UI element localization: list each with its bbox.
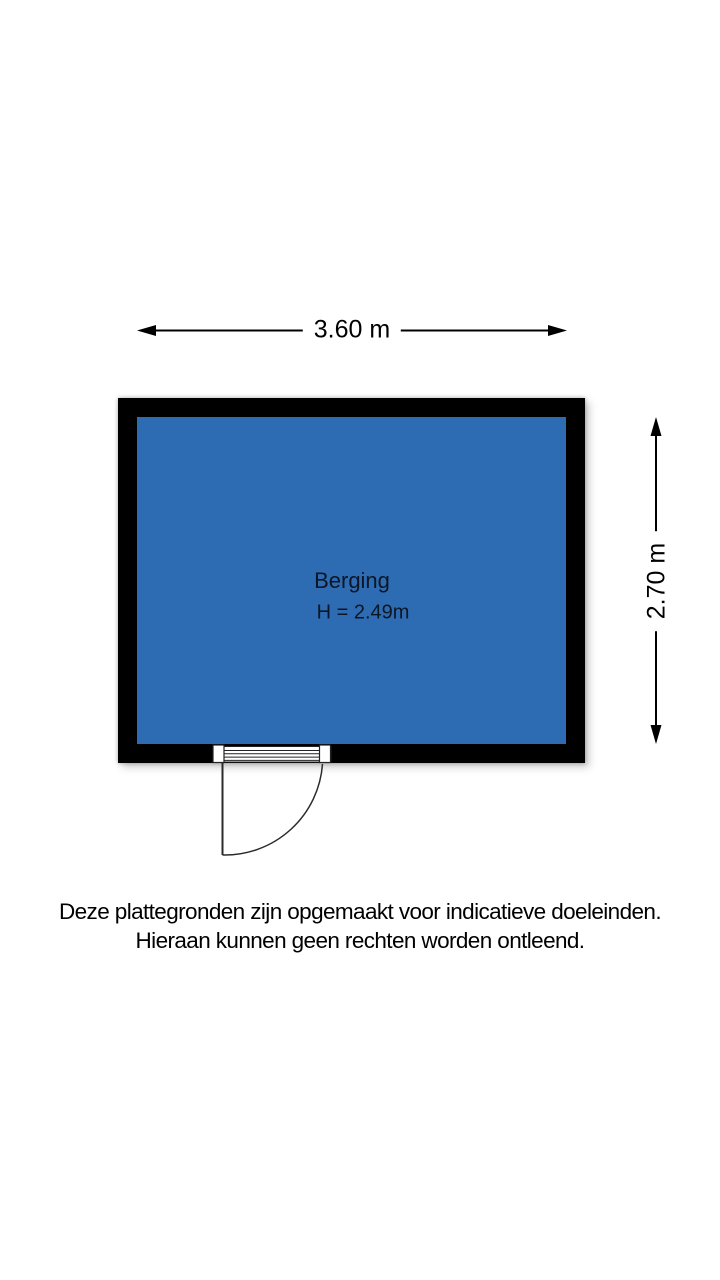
door-threshold <box>213 745 331 763</box>
door-swing <box>223 763 323 855</box>
disclaimer-line-2: Hieraan kunnen geen rechten worden ontleend. <box>135 927 585 953</box>
disclaimer-line-1: Deze plattegronden zijn opgemaakt voor indicatieve doeleinden. <box>59 899 661 924</box>
disclaimer-text <box>0 898 720 955</box>
door-swing-arc <box>223 764 323 855</box>
ceiling-height-label: H = 2.49m <box>316 601 410 624</box>
width-dimension-label: 3.60 m <box>303 316 401 345</box>
depth-dimension-label: 2.70 m <box>643 531 672 631</box>
room-name-label: Berging <box>314 568 390 593</box>
